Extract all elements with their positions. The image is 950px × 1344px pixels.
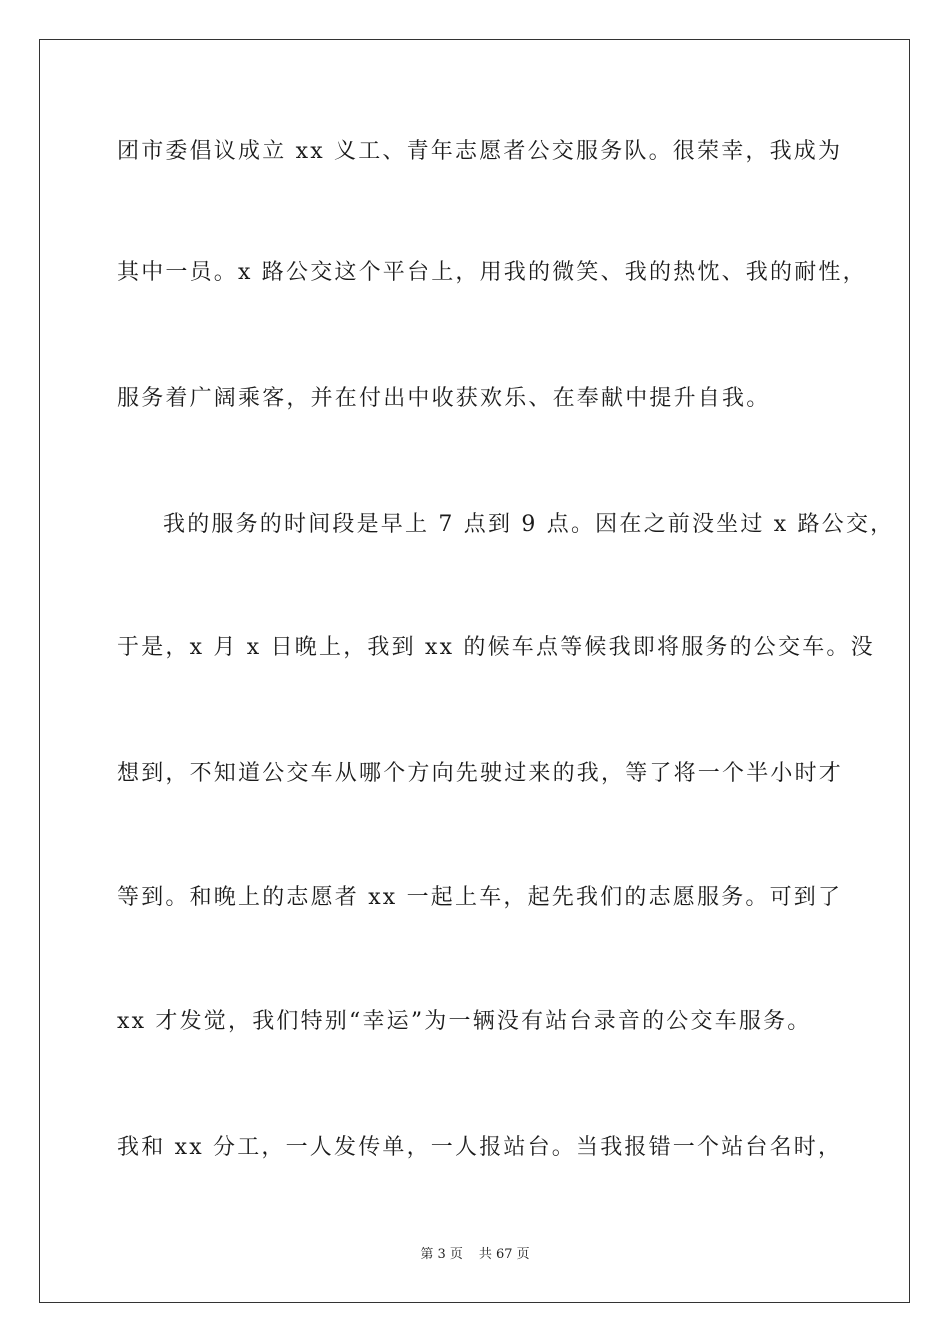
text-line: 等到。和晚上的志愿者 xx 一起上车，起先我们的志愿服务。可到了 (117, 885, 843, 910)
page-footer (0, 1246, 950, 1264)
text-line: 其中一员。x 路公交这个平台上，用我的微笑、我的热忱、我的耐性， (117, 260, 867, 285)
text-line: 团市委倡议成立 xx 义工、青年志愿者公交服务队。很荣幸，我成为 (117, 139, 843, 164)
text-line: 我和 xx 分工，一人发传单，一人报站台。当我报错一个站台名时， (117, 1135, 843, 1160)
text-line: 想到，不知道公交车从哪个方向先驶过来的我，等了将一个半小时才 (117, 761, 844, 786)
page-number: 第 3 页 (420, 1247, 463, 1262)
text-line: 服务着广阔乘客，并在付出中收获欢乐、在奉献中提升自我。 (117, 386, 771, 411)
text-line: 我的服务的时间段是早上 7 点到 9 点。因在之前没坐过 x 路公交， (163, 512, 895, 537)
page-border (39, 39, 910, 1303)
text-line: 于是，x 月 x 日晚上，我到 xx 的候车点等候我即将服务的公交车。没 (117, 635, 875, 660)
total-pages: 共 67 页 (478, 1247, 530, 1262)
text-line: xx 才发觉，我们特别“幸运”为一辆没有站台录音的公交车服务。 (117, 1009, 812, 1034)
